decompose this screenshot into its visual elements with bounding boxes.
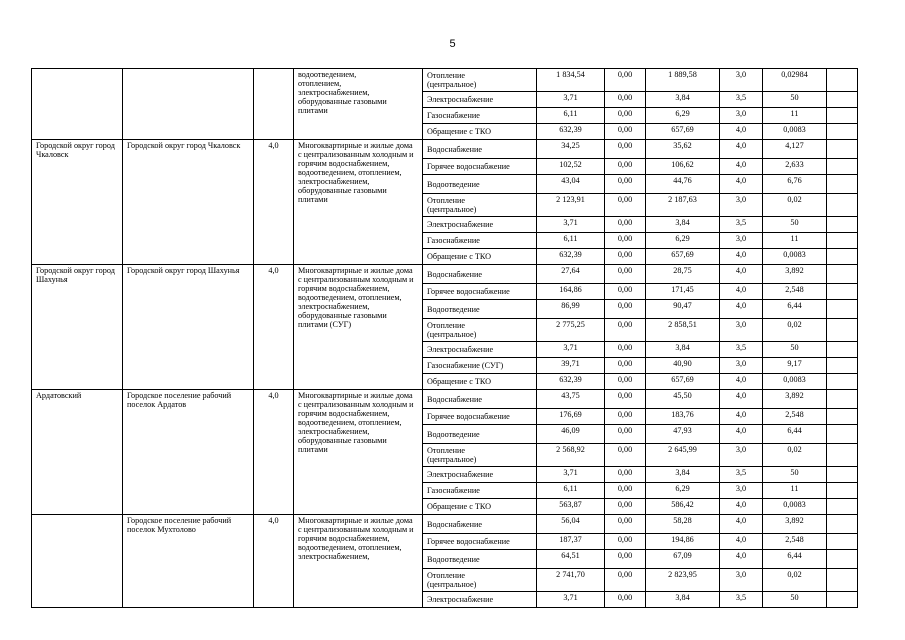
value-cell-v2: 0,00: [605, 217, 646, 233]
value-cell-v1: 6,11: [537, 233, 605, 249]
value-cell-v3: 6,29: [646, 233, 720, 249]
value-cell-v2: 0,00: [605, 390, 646, 409]
value-cell-v1: 1 834,54: [537, 69, 605, 92]
value-cell-v1: 34,25: [537, 140, 605, 159]
value-cell-v1: 6,11: [537, 108, 605, 124]
value-cell-v1: 632,39: [537, 124, 605, 140]
empty-cell: [827, 342, 858, 358]
value-cell-v3: 40,90: [646, 358, 720, 374]
value-cell-v4: 3,0: [720, 233, 763, 249]
service-cell: Обращение с ТКО: [423, 374, 537, 390]
value-cell-v2: 0,00: [605, 483, 646, 499]
value-cell-v4: 4,0: [720, 390, 763, 409]
value-cell-v1: 43,75: [537, 390, 605, 409]
value-cell-v2: 0,00: [605, 319, 646, 342]
value-cell-v3: 44,76: [646, 175, 720, 194]
value-cell-v1: 187,37: [537, 534, 605, 550]
value-cell-v5: 50: [763, 92, 827, 108]
value-cell-v3: 3,84: [646, 342, 720, 358]
settlement-cell: Городской округ город Чкаловск: [123, 140, 254, 265]
value-cell-v4: 4,0: [720, 159, 763, 175]
value-cell-v2: 0,00: [605, 358, 646, 374]
value-cell-v5: 11: [763, 108, 827, 124]
service-cell: Отопление (центральное): [423, 319, 537, 342]
value-cell-v2: 0,00: [605, 194, 646, 217]
empty-cell: [827, 108, 858, 124]
empty-cell: [827, 534, 858, 550]
value-cell-v1: 64,51: [537, 550, 605, 569]
value-cell-v2: 0,00: [605, 534, 646, 550]
table-row: [32, 140, 858, 159]
value-cell-v1: 2 568,92: [537, 444, 605, 467]
value-cell-v5: 6,44: [763, 550, 827, 569]
value-cell-v5: 9,17: [763, 358, 827, 374]
value-cell-v3: 171,45: [646, 284, 720, 300]
value-cell-v4: 3,5: [720, 592, 763, 608]
value-cell-v4: 4,0: [720, 300, 763, 319]
empty-cell: [827, 140, 858, 159]
empty-cell: [827, 249, 858, 265]
value-cell-v2: 0,00: [605, 92, 646, 108]
value-cell-v3: 194,86: [646, 534, 720, 550]
empty-cell: [827, 499, 858, 515]
value-cell-v4: 3,0: [720, 483, 763, 499]
value-cell-v5: 2,633: [763, 159, 827, 175]
empty-cell: [827, 483, 858, 499]
value-cell-v1: 3,71: [537, 92, 605, 108]
service-cell: Отопление (центральное): [423, 444, 537, 467]
service-cell: Электроснабжение: [423, 92, 537, 108]
coefficient-cell: [254, 69, 294, 140]
value-cell-v1: 2 741,70: [537, 569, 605, 592]
service-cell: Электроснабжение: [423, 217, 537, 233]
district-cell: [32, 515, 123, 608]
value-cell-v2: 0,00: [605, 265, 646, 284]
value-cell-v3: 1 889,58: [646, 69, 720, 92]
value-cell-v3: 657,69: [646, 374, 720, 390]
service-cell: Горячее водоснабжение: [423, 284, 537, 300]
service-cell: Газоснабжение (СУГ): [423, 358, 537, 374]
value-cell-v2: 0,00: [605, 499, 646, 515]
value-cell-v3: 28,75: [646, 265, 720, 284]
settlement-cell: Городское поселение рабочий поселок Ардатов: [123, 390, 254, 515]
value-cell-v2: 0,00: [605, 284, 646, 300]
service-cell: Отопление (центральное): [423, 569, 537, 592]
value-cell-v5: 50: [763, 592, 827, 608]
value-cell-v5: 6,44: [763, 300, 827, 319]
empty-cell: [827, 194, 858, 217]
value-cell-v4: 3,0: [720, 569, 763, 592]
value-cell-v5: 2,548: [763, 534, 827, 550]
service-cell: Обращение с ТКО: [423, 249, 537, 265]
value-cell-v4: 4,0: [720, 265, 763, 284]
value-cell-v4: 3,0: [720, 69, 763, 92]
value-cell-v5: 0,02: [763, 444, 827, 467]
description-cell: Многоквартирные и жилые дома с централизованным холодным и горячим водоснабжением, водоотведением, отоплением, электроснабжением, оборудованные газовыми плитами (СУГ): [294, 265, 423, 390]
value-cell-v4: 4,0: [720, 175, 763, 194]
value-cell-v3: 45,50: [646, 390, 720, 409]
service-cell: Горячее водоснабжение: [423, 159, 537, 175]
value-cell-v1: 56,04: [537, 515, 605, 534]
service-cell: Горячее водоснабжение: [423, 409, 537, 425]
empty-cell: [827, 390, 858, 409]
value-cell-v5: 6,76: [763, 175, 827, 194]
empty-cell: [827, 284, 858, 300]
empty-cell: [827, 124, 858, 140]
coefficient-cell: 4,0: [254, 140, 294, 265]
service-cell: Отопление (центральное): [423, 194, 537, 217]
value-cell-v5: 3,892: [763, 390, 827, 409]
value-cell-v2: 0,00: [605, 233, 646, 249]
value-cell-v1: 2 123,91: [537, 194, 605, 217]
empty-cell: [827, 217, 858, 233]
service-cell: Водоснабжение: [423, 390, 537, 409]
service-cell: Водоснабжение: [423, 515, 537, 534]
value-cell-v4: 4,0: [720, 550, 763, 569]
value-cell-v4: 3,0: [720, 108, 763, 124]
value-cell-v4: 3,5: [720, 467, 763, 483]
value-cell-v2: 0,00: [605, 175, 646, 194]
value-cell-v3: 67,09: [646, 550, 720, 569]
value-cell-v3: 2 823,95: [646, 569, 720, 592]
page-number: 5: [449, 38, 456, 50]
empty-cell: [827, 592, 858, 608]
empty-cell: [827, 550, 858, 569]
settlement-cell: [123, 69, 254, 140]
value-cell-v4: 4,0: [720, 515, 763, 534]
service-cell: Водоотведение: [423, 175, 537, 194]
value-cell-v3: 2 187,63: [646, 194, 720, 217]
value-cell-v3: 3,84: [646, 217, 720, 233]
value-cell-v2: 0,00: [605, 108, 646, 124]
value-cell-v2: 0,00: [605, 374, 646, 390]
coefficient-cell: 4,0: [254, 265, 294, 390]
value-cell-v2: 0,00: [605, 159, 646, 175]
value-cell-v1: 2 775,25: [537, 319, 605, 342]
value-cell-v3: 90,47: [646, 300, 720, 319]
value-cell-v4: 3,5: [720, 342, 763, 358]
value-cell-v4: 3,0: [720, 194, 763, 217]
service-cell: Водоотведение: [423, 300, 537, 319]
service-cell: Газоснабжение: [423, 108, 537, 124]
value-cell-v4: 4,0: [720, 124, 763, 140]
service-cell: Отопление (центральное): [423, 69, 537, 92]
value-cell-v4: 3,5: [720, 217, 763, 233]
district-cell: Ардатовский: [32, 390, 123, 515]
tariff-table: [31, 68, 858, 608]
value-cell-v1: 3,71: [537, 467, 605, 483]
service-cell: Обращение с ТКО: [423, 124, 537, 140]
value-cell-v4: 3,0: [720, 444, 763, 467]
value-cell-v5: 0,0083: [763, 249, 827, 265]
value-cell-v5: 2,548: [763, 409, 827, 425]
service-cell: Электроснабжение: [423, 467, 537, 483]
table-row: [32, 390, 858, 409]
value-cell-v4: 3,0: [720, 358, 763, 374]
value-cell-v5: 0,0083: [763, 499, 827, 515]
value-cell-v4: 4,0: [720, 499, 763, 515]
value-cell-v5: 2,548: [763, 284, 827, 300]
empty-cell: [827, 69, 858, 92]
value-cell-v2: 0,00: [605, 592, 646, 608]
description-cell: Многоквартирные и жилые дома с централизованным холодным и горячим водоснабжением, водоотведением, отоплением, электроснабжением,: [294, 515, 423, 608]
value-cell-v5: 3,892: [763, 515, 827, 534]
value-cell-v5: 50: [763, 467, 827, 483]
value-cell-v3: 6,29: [646, 108, 720, 124]
value-cell-v2: 0,00: [605, 69, 646, 92]
value-cell-v2: 0,00: [605, 550, 646, 569]
value-cell-v2: 0,00: [605, 425, 646, 444]
value-cell-v3: 183,76: [646, 409, 720, 425]
empty-cell: [827, 515, 858, 534]
value-cell-v1: 164,86: [537, 284, 605, 300]
empty-cell: [827, 233, 858, 249]
value-cell-v5: 50: [763, 342, 827, 358]
empty-cell: [827, 467, 858, 483]
value-cell-v4: 4,0: [720, 249, 763, 265]
value-cell-v3: 657,69: [646, 124, 720, 140]
empty-cell: [827, 175, 858, 194]
value-cell-v3: 3,84: [646, 92, 720, 108]
value-cell-v2: 0,00: [605, 124, 646, 140]
value-cell-v5: 0,0083: [763, 374, 827, 390]
value-cell-v2: 0,00: [605, 467, 646, 483]
table-row: [32, 265, 858, 284]
district-cell: Городской округ город Чкаловск: [32, 140, 123, 265]
settlement-cell: Городское поселение рабочий поселок Мухтолово: [123, 515, 254, 608]
service-cell: Водоснабжение: [423, 265, 537, 284]
settlement-cell: Городской округ город Шахунья: [123, 265, 254, 390]
service-cell: Обращение с ТКО: [423, 499, 537, 515]
value-cell-v4: 3,5: [720, 92, 763, 108]
value-cell-v4: 4,0: [720, 534, 763, 550]
value-cell-v5: 0,02: [763, 569, 827, 592]
value-cell-v3: 2 858,51: [646, 319, 720, 342]
value-cell-v5: 0,02984: [763, 69, 827, 92]
value-cell-v5: 3,892: [763, 265, 827, 284]
description-cell: водоотведением, отоплением, электроснабжением, оборудованные газовыми плитами: [294, 69, 423, 140]
service-cell: Водоотведение: [423, 425, 537, 444]
service-cell: Электроснабжение: [423, 342, 537, 358]
value-cell-v5: 11: [763, 483, 827, 499]
value-cell-v4: 3,0: [720, 319, 763, 342]
value-cell-v3: 6,29: [646, 483, 720, 499]
value-cell-v3: 58,28: [646, 515, 720, 534]
value-cell-v5: 11: [763, 233, 827, 249]
empty-cell: [827, 300, 858, 319]
empty-cell: [827, 374, 858, 390]
value-cell-v1: 43,04: [537, 175, 605, 194]
value-cell-v3: 3,84: [646, 467, 720, 483]
district-cell: Городской округ город Шахунья: [32, 265, 123, 390]
value-cell-v4: 4,0: [720, 409, 763, 425]
value-cell-v3: 3,84: [646, 592, 720, 608]
empty-cell: [827, 444, 858, 467]
value-cell-v1: 563,87: [537, 499, 605, 515]
table-row: [32, 515, 858, 534]
empty-cell: [827, 425, 858, 444]
value-cell-v2: 0,00: [605, 569, 646, 592]
value-cell-v3: 47,93: [646, 425, 720, 444]
value-cell-v5: 4,127: [763, 140, 827, 159]
value-cell-v4: 4,0: [720, 284, 763, 300]
service-cell: Водоснабжение: [423, 140, 537, 159]
empty-cell: [827, 319, 858, 342]
value-cell-v1: 27,64: [537, 265, 605, 284]
value-cell-v3: 106,62: [646, 159, 720, 175]
value-cell-v4: 4,0: [720, 374, 763, 390]
value-cell-v1: 3,71: [537, 342, 605, 358]
value-cell-v2: 0,00: [605, 444, 646, 467]
description-cell: Многоквартирные и жилые дома с централизованным холодным и горячим водоснабжением, водоотведением, отоплением, электроснабжением, оборудованные газовыми плитами: [294, 390, 423, 515]
service-cell: Горячее водоснабжение: [423, 534, 537, 550]
empty-cell: [827, 358, 858, 374]
value-cell-v3: 2 645,99: [646, 444, 720, 467]
empty-cell: [827, 265, 858, 284]
value-cell-v1: 46,09: [537, 425, 605, 444]
empty-cell: [827, 409, 858, 425]
value-cell-v5: 0,02: [763, 319, 827, 342]
value-cell-v1: 102,52: [537, 159, 605, 175]
service-cell: Газоснабжение: [423, 233, 537, 249]
value-cell-v2: 0,00: [605, 249, 646, 265]
value-cell-v1: 86,99: [537, 300, 605, 319]
value-cell-v4: 4,0: [720, 140, 763, 159]
coefficient-cell: 4,0: [254, 515, 294, 608]
value-cell-v2: 0,00: [605, 300, 646, 319]
value-cell-v1: 3,71: [537, 592, 605, 608]
empty-cell: [827, 569, 858, 592]
district-cell: [32, 69, 123, 140]
value-cell-v1: 632,39: [537, 374, 605, 390]
value-cell-v2: 0,00: [605, 140, 646, 159]
table-row: [32, 69, 858, 92]
empty-cell: [827, 159, 858, 175]
description-cell: Многоквартирные и жилые дома с централизованным холодным и горячим водоснабжением, водоотведением, отоплением, электроснабжением, оборудованные газовыми плитами: [294, 140, 423, 265]
value-cell-v1: 39,71: [537, 358, 605, 374]
service-cell: Электроснабжение: [423, 592, 537, 608]
value-cell-v5: 0,02: [763, 194, 827, 217]
value-cell-v1: 632,39: [537, 249, 605, 265]
service-cell: Газоснабжение: [423, 483, 537, 499]
empty-cell: [827, 92, 858, 108]
value-cell-v5: 6,44: [763, 425, 827, 444]
value-cell-v3: 586,42: [646, 499, 720, 515]
value-cell-v1: 176,69: [537, 409, 605, 425]
value-cell-v2: 0,00: [605, 342, 646, 358]
value-cell-v2: 0,00: [605, 409, 646, 425]
value-cell-v5: 50: [763, 217, 827, 233]
value-cell-v4: 4,0: [720, 425, 763, 444]
value-cell-v3: 657,69: [646, 249, 720, 265]
value-cell-v3: 35,62: [646, 140, 720, 159]
value-cell-v2: 0,00: [605, 515, 646, 534]
value-cell-v1: 6,11: [537, 483, 605, 499]
value-cell-v5: 0,0083: [763, 124, 827, 140]
value-cell-v1: 3,71: [537, 217, 605, 233]
service-cell: Водоотведение: [423, 550, 537, 569]
coefficient-cell: 4,0: [254, 390, 294, 515]
